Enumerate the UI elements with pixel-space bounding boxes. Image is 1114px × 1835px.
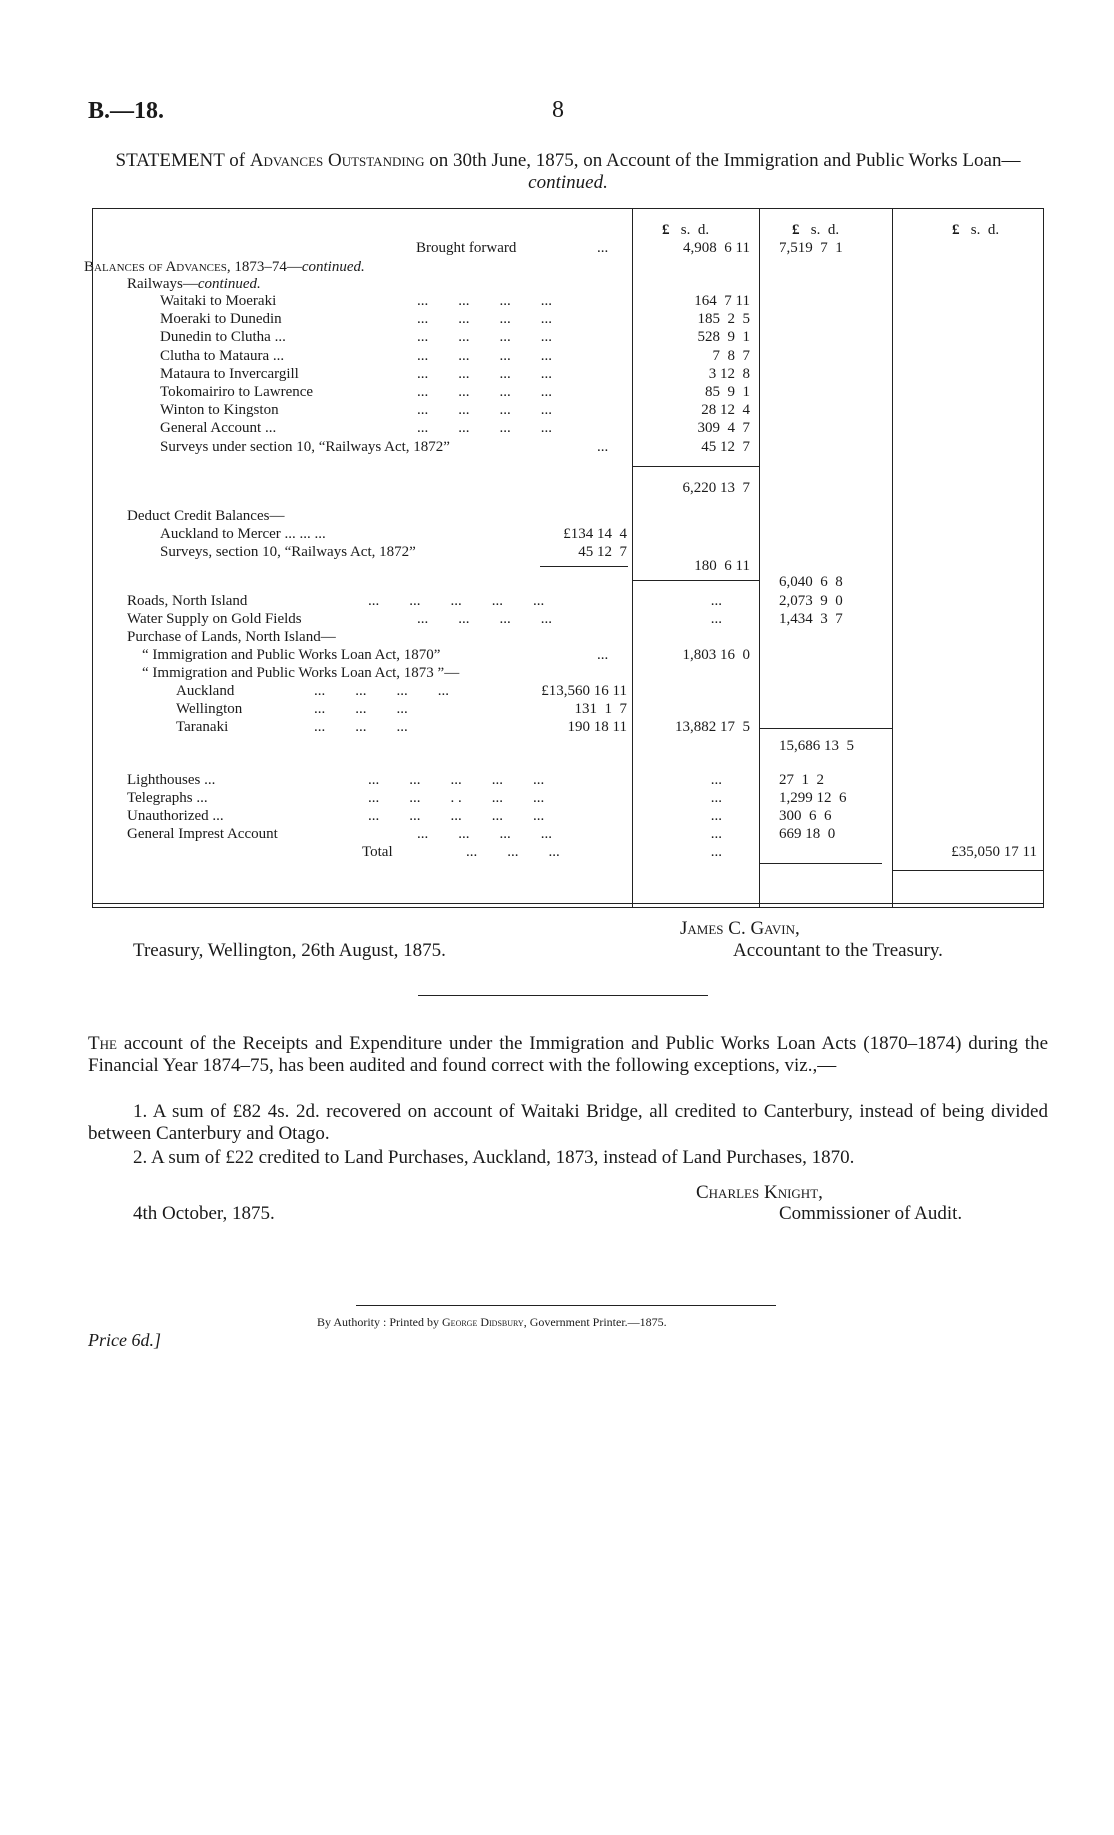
price-note: Price 6d.] (88, 1330, 161, 1350)
railways-heading: Railways—continued. (127, 276, 261, 292)
railway-row-dots: ... ... ... ... (417, 420, 552, 437)
misc-row-col1: ... (710, 790, 722, 806)
railway-row-value: 3 12 8 (708, 365, 750, 382)
audit-paragraph: The account of the Receipts and Expenditure under the Immigration and Public Works Loan Acts (1870–1874) during the Financial Year 1874–75, has been audited and found correct with the following exceptions, viz.,— (88, 1033, 1049, 1076)
railway-row-value: 309 4 7 (697, 420, 750, 437)
col1-header: £ s. d. (662, 222, 710, 238)
purchase-1873-row-dots: ... ... ... (314, 701, 408, 717)
purchase-total: 15,686 13 5 (779, 738, 854, 754)
water-label: Water Supply on Gold Fields (127, 611, 302, 627)
statement-title (88, 150, 1048, 194)
railway-row-value: 28 12 4 (701, 402, 750, 419)
misc-row-dots: ... ... ... ... (417, 826, 552, 842)
railway-row-value: 164 7 11 (694, 293, 750, 309)
printer-imprint: By Authority : Printed by George Didsbury, Government Printer.—1875. (317, 1315, 667, 1329)
misc-row-col1: ... (710, 826, 722, 842)
railway-row-value: 85 9 1 (705, 384, 750, 400)
railway-row-dots: ... (597, 438, 609, 455)
railway-row-label: Surveys under section 10, “Railways Act, 1872” (160, 438, 450, 455)
deduct-row-label: Surveys, section 10, “Railways Act, 1872” (160, 544, 416, 560)
misc-row-col2: 27 1 2 (779, 772, 824, 788)
roads-col1: ... (710, 593, 722, 609)
document-code: B.—18. (88, 98, 165, 124)
section-divider (418, 995, 708, 996)
railway-row-label: Waitaki to Moeraki (160, 293, 277, 309)
deduct-row-value: 45 12 7 (578, 544, 627, 560)
audit-exception-2: 2. A sum of £22 credited to Land Purchases, Auckland, 1873, instead of Land Purchases, 1870. (133, 1147, 855, 1168)
brought-forward-col2: 7,519 7 1 (779, 240, 843, 256)
railway-row-label: Mataura to Invercargill (160, 365, 299, 382)
balances-heading: Balances of Advances, 1873–74—continued. (84, 259, 365, 275)
advances-table (84, 208, 1044, 908)
misc-row-label: Telegraphs ... (127, 790, 208, 806)
purchase-1873-row-label: Auckland (176, 683, 235, 699)
misc-row-col2: 669 18 0 (779, 826, 836, 842)
railway-row-label: Dunedin to Clutha ... (160, 329, 286, 346)
page-number: 8 (552, 97, 564, 123)
purchase-1873-row-value: 190 18 11 (567, 719, 627, 735)
roads-label: Roads, North Island (127, 593, 248, 609)
railway-row-value: 7 8 7 (712, 347, 750, 364)
purchase-1870-label: “ Immigration and Public Works Loan Act, 1870” (142, 647, 441, 663)
purchase-1873-heading: “ Immigration and Public Works Loan Act, 1873 ”— (142, 665, 460, 681)
column-divider-3 (892, 208, 893, 908)
railway-row-value: 185 2 5 (697, 311, 750, 328)
misc-row-dots: ... ... ... ... ... (368, 808, 545, 824)
railways-subtotal-rule (632, 466, 759, 467)
misc-row-col1: ... (710, 772, 722, 788)
brought-forward-col1: 4,908 6 11 (683, 240, 750, 256)
purchase-1870-value: 1,803 16 0 (682, 647, 750, 663)
title-small-caps: Advances Outstanding (249, 150, 425, 171)
roads-dots: ... ... ... ... ... (368, 593, 545, 609)
purchase-1873-row-value: 131 1 7 (574, 701, 627, 717)
railway-row-dots: ... ... ... ... (417, 347, 552, 364)
misc-row-label: General Imprest Account (127, 826, 278, 842)
roads-col2: 2,073 9 0 (779, 593, 843, 609)
water-dots: ... ... ... ... (417, 611, 552, 627)
table-bottom-border (92, 903, 1044, 904)
total-dots: ... ... ... (466, 844, 560, 860)
misc-row-dots: ... ... . . ... ... (368, 790, 545, 806)
audit-date: 4th October, 1875. (133, 1203, 275, 1224)
signatory-knight-role: Commissioner of Audit. (779, 1203, 963, 1224)
purchase-total-rule (759, 728, 892, 729)
total-col1: ... (710, 844, 722, 860)
deduct-row-label: Auckland to Mercer ... ... ... (160, 526, 326, 542)
title-continued: continued. (528, 172, 608, 193)
purchase-1873-row-label: Taranaki (176, 719, 229, 735)
title-middle: on 30th June, 1875, on Account of the Immigration and Public Works Loan— (429, 150, 1021, 171)
grand-total-rule (892, 870, 1043, 871)
deduct-heading: Deduct Credit Balances— (127, 508, 285, 524)
total-rule (759, 863, 882, 864)
audit-exception-1: 1. A sum of £82 4s. 2d. recovered on account of Waitaki Bridge, all credited to Canterbury, instead of being divided between Canterbury and Otago. (88, 1101, 1048, 1144)
railway-row-dots: ... ... ... ... (417, 384, 552, 400)
total-label: Total (362, 844, 393, 860)
misc-row-label: Unauthorized ... (127, 808, 224, 824)
railway-row-label: Winton to Kingston (160, 402, 279, 419)
deduct-total: 180 6 11 (694, 558, 750, 574)
purchase-1873-row-dots: ... ... ... ... (314, 683, 449, 699)
col2-header: £ s. d. (792, 222, 840, 238)
title-lead: STATEMENT of (115, 150, 246, 171)
misc-row-label: Lighthouses ... (127, 772, 216, 788)
railway-row-dots: ... ... ... ... (417, 402, 552, 419)
water-col2: 1,434 3 7 (779, 611, 843, 627)
signatory-gavin: James C. Gavin, (680, 918, 800, 939)
railway-row-value: 45 12 7 (701, 438, 750, 455)
railway-row-dots: ... ... ... ... (417, 311, 552, 328)
railways-net: 6,040 6 8 (779, 574, 843, 590)
col3-header: £ s. d. (952, 222, 1000, 238)
signatory-gavin-role: Accountant to the Treasury. (733, 940, 943, 961)
railway-row-value: 528 9 1 (697, 329, 750, 346)
footer-rule (356, 1305, 776, 1306)
misc-row-col2: 300 6 6 (779, 808, 832, 824)
purchase-1873-total: 13,882 17 5 (675, 719, 750, 735)
railway-row-label: Moeraki to Dunedin (160, 311, 282, 328)
table-left-border (92, 208, 93, 908)
purchase-1873-row-dots: ... ... ... (314, 719, 408, 735)
purchase-1873-row-value: £13,560 16 11 (541, 683, 627, 699)
railway-row-dots: ... ... ... ... (417, 365, 552, 382)
railway-row-label: General Account ... (160, 420, 277, 437)
grand-total: £35,050 17 11 (951, 844, 1037, 860)
table-bottom-border-double (92, 907, 1044, 908)
deduct-row-value: £134 14 4 (563, 526, 627, 542)
misc-row-dots: ... ... ... ... ... (368, 772, 545, 788)
misc-row-col1: ... (710, 808, 722, 824)
purchase-heading: Purchase of Lands, North Island— (127, 629, 336, 645)
railway-row-label: Tokomairiro to Lawrence (160, 384, 314, 400)
water-col1: ... (710, 611, 722, 627)
brought-forward-dots: ... (597, 240, 609, 256)
purchase-1870-dots: ... (597, 647, 609, 663)
table-top-border (92, 208, 1044, 209)
purchase-1873-row-label: Wellington (176, 701, 243, 717)
railway-row-label: Clutha to Mataura ... (160, 347, 285, 364)
treasury-place-date: Treasury, Wellington, 26th August, 1875. (133, 940, 446, 961)
signatory-knight: Charles Knight, (696, 1182, 823, 1203)
table-right-border (1043, 208, 1044, 908)
brought-forward-label: Brought forward (416, 240, 517, 256)
railways-subtotal: 6,220 13 7 (682, 480, 750, 496)
misc-row-col2: 1,299 12 6 (779, 790, 847, 806)
railway-row-dots: ... ... ... ... (417, 329, 552, 346)
railway-row-dots: ... ... ... ... (417, 293, 552, 309)
deduct-total-rule (632, 580, 759, 581)
deduct-rule (540, 566, 628, 567)
